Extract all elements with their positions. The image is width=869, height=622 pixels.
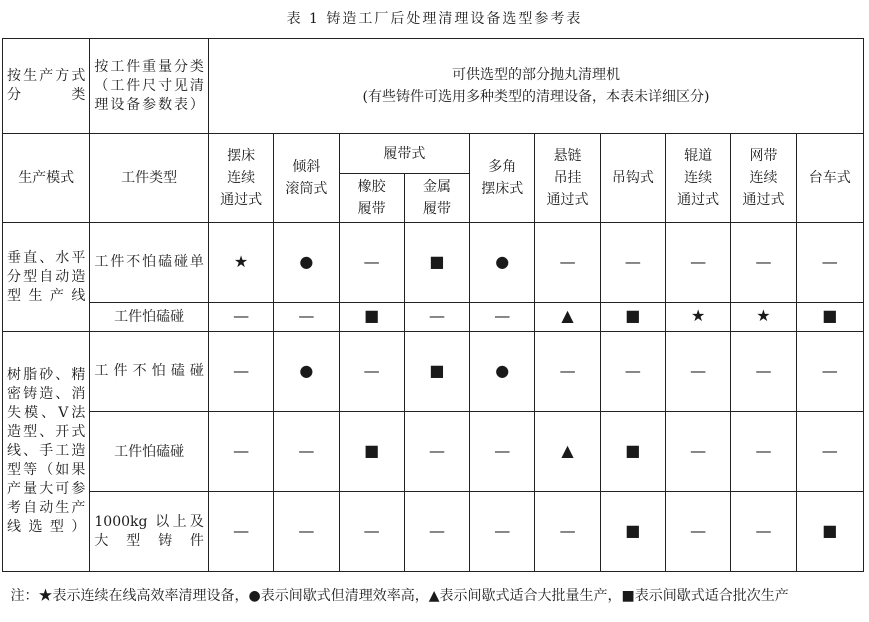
symbol: — bbox=[363, 360, 380, 380]
symbol: — bbox=[298, 306, 315, 325]
symbol-cell bbox=[404, 332, 469, 412]
symbol-cell bbox=[339, 303, 404, 332]
symbol: ■ bbox=[429, 360, 445, 380]
symbol: — bbox=[298, 440, 315, 460]
symbol-cell bbox=[666, 492, 731, 572]
symbol: — bbox=[559, 251, 576, 271]
symbol-cell bbox=[470, 492, 535, 572]
symbol: ● bbox=[495, 360, 510, 380]
symbol-cell bbox=[666, 332, 731, 412]
symbol: ▲ bbox=[561, 306, 574, 325]
symbol: ■ bbox=[625, 306, 641, 325]
symbol-cell bbox=[208, 332, 273, 412]
symbol-cell bbox=[796, 332, 863, 412]
symbol-cell bbox=[274, 332, 339, 412]
symbol: — bbox=[233, 440, 250, 460]
table-row bbox=[3, 332, 864, 412]
machines-title: 可供选型的部分抛丸清理机 bbox=[451, 67, 620, 83]
symbol-cell bbox=[339, 492, 404, 572]
col-header-swing-table: 摆床 连续 通过式 bbox=[208, 134, 273, 223]
symbol-cell bbox=[535, 332, 600, 412]
symbol: — bbox=[428, 440, 445, 460]
symbol-cell bbox=[470, 303, 535, 332]
symbol: — bbox=[363, 251, 380, 271]
symbol: ■ bbox=[822, 306, 838, 325]
table-note: 注：★表示连续在线高效率清理设备，●表示间歇式但清理效率高，▲表示间歇式适合大批量生产，■表示间歇式适合批次生产 bbox=[3, 572, 864, 622]
header-machines bbox=[208, 39, 863, 134]
symbol: — bbox=[363, 520, 380, 540]
machines-subtitle: (有些铸件可选用多种类型的清理设备，本表未详细区分) bbox=[362, 89, 710, 105]
symbol-cell bbox=[731, 332, 796, 412]
production-mode-cell: 垂直、水平分型自动造型生产线 bbox=[3, 223, 90, 332]
col-header-trolley: 台车式 bbox=[796, 134, 863, 223]
header-weight-classification: 按工件重量分类（工件尺寸见清理设备参数表） bbox=[90, 39, 209, 134]
symbol-cell bbox=[274, 412, 339, 492]
symbol: — bbox=[755, 251, 772, 271]
symbol-cell bbox=[600, 332, 665, 412]
symbol-cell bbox=[796, 303, 863, 332]
table-row bbox=[3, 303, 864, 332]
symbol: — bbox=[494, 520, 511, 540]
header-row-1 bbox=[3, 39, 864, 134]
symbol: ● bbox=[299, 251, 314, 271]
symbol: ■ bbox=[625, 440, 641, 460]
symbol-cell bbox=[600, 492, 665, 572]
symbol-cell bbox=[731, 223, 796, 303]
workpiece-type-cell: 工件不怕磕碰 bbox=[90, 332, 209, 412]
symbol: — bbox=[233, 306, 250, 325]
symbol-cell bbox=[731, 412, 796, 492]
symbol-cell bbox=[600, 223, 665, 303]
symbol: — bbox=[559, 360, 576, 380]
note-row bbox=[3, 572, 864, 622]
symbol-cell bbox=[535, 492, 600, 572]
header-production-classification: 按生产方式分类 bbox=[3, 39, 90, 134]
symbol: ★ bbox=[690, 306, 706, 325]
header-row-2 bbox=[3, 134, 864, 174]
symbol: — bbox=[494, 306, 511, 325]
symbol-cell bbox=[731, 492, 796, 572]
table-row bbox=[3, 223, 864, 303]
symbol: — bbox=[690, 360, 707, 380]
symbol: — bbox=[690, 440, 707, 460]
symbol-cell bbox=[208, 303, 273, 332]
symbol-cell bbox=[274, 492, 339, 572]
col-header-hanger-chain: 悬链 吊挂 通过式 bbox=[535, 134, 600, 223]
symbol: — bbox=[821, 251, 838, 271]
workpiece-type-cell: 工件不怕磕碰单 bbox=[90, 223, 209, 303]
symbol-cell bbox=[731, 303, 796, 332]
symbol-cell bbox=[274, 223, 339, 303]
col-header-tilting-drum: 倾斜 滚筒式 bbox=[274, 134, 339, 223]
symbol: — bbox=[624, 360, 641, 380]
symbol-cell bbox=[535, 223, 600, 303]
symbol: ■ bbox=[364, 306, 380, 325]
symbol: — bbox=[690, 251, 707, 271]
symbol-cell bbox=[600, 303, 665, 332]
table-caption: 表 1 铸造工厂后处理清理设备选型参考表 bbox=[286, 11, 583, 27]
symbol-cell bbox=[796, 223, 863, 303]
symbol-cell bbox=[535, 412, 600, 492]
col-header-rubber-crawler: 橡胶 履带 bbox=[339, 174, 404, 223]
symbol: — bbox=[755, 440, 772, 460]
col-header-mesh-belt: 网带 连续 通过式 bbox=[731, 134, 796, 223]
header-workpiece-type: 工件类型 bbox=[90, 134, 209, 223]
symbol: — bbox=[233, 360, 250, 380]
symbol-cell bbox=[535, 303, 600, 332]
workpiece-type-cell: 工件怕磕碰 bbox=[90, 412, 209, 492]
symbol: — bbox=[428, 520, 445, 540]
symbol: ■ bbox=[364, 440, 380, 460]
symbol: — bbox=[233, 520, 250, 540]
symbol-cell bbox=[404, 303, 469, 332]
symbol-cell bbox=[274, 303, 339, 332]
workpiece-type-cell: 工件怕磕碰 bbox=[90, 303, 209, 332]
symbol-cell bbox=[600, 412, 665, 492]
symbol: ● bbox=[299, 360, 314, 380]
symbol-cell bbox=[339, 223, 404, 303]
symbol-cell bbox=[666, 223, 731, 303]
symbol-cell bbox=[470, 412, 535, 492]
symbol-cell bbox=[208, 412, 273, 492]
symbol: ■ bbox=[822, 520, 838, 540]
symbol: ★ bbox=[756, 306, 771, 325]
workpiece-type-cell: 1000kg 以上及大型铸件 bbox=[90, 492, 209, 572]
symbol: — bbox=[690, 520, 707, 540]
symbol-cell bbox=[339, 332, 404, 412]
header-production-mode: 生产模式 bbox=[3, 134, 90, 223]
symbol: ● bbox=[495, 251, 510, 271]
symbol: — bbox=[428, 306, 445, 325]
symbol-cell bbox=[404, 223, 469, 303]
symbol-cell bbox=[796, 492, 863, 572]
table-row bbox=[3, 492, 864, 572]
symbol-cell bbox=[470, 332, 535, 412]
symbol-cell bbox=[404, 412, 469, 492]
symbol: — bbox=[298, 520, 315, 540]
col-header-hook: 吊钩式 bbox=[600, 134, 665, 223]
symbol: ■ bbox=[625, 520, 641, 540]
symbol-cell bbox=[666, 303, 731, 332]
symbol: — bbox=[624, 251, 641, 271]
symbol-cell bbox=[666, 412, 731, 492]
symbol-cell bbox=[796, 412, 863, 492]
symbol: — bbox=[755, 360, 772, 380]
symbol: — bbox=[821, 440, 838, 460]
symbol: — bbox=[494, 440, 511, 460]
symbol: ▲ bbox=[561, 440, 574, 460]
production-mode-cell: 树脂砂、精密铸造、消失模、V法造型、开式线、手工造型等（如果产量大可参考自动生产线选型） bbox=[3, 332, 90, 572]
symbol-cell bbox=[470, 223, 535, 303]
col-header-roller: 辊道 连续 通过式 bbox=[666, 134, 731, 223]
symbol-cell bbox=[404, 492, 469, 572]
col-header-crawler-group: 履带式 bbox=[339, 134, 470, 174]
symbol-cell bbox=[208, 223, 273, 303]
col-header-metal-crawler: 金属 履带 bbox=[404, 174, 469, 223]
symbol: — bbox=[755, 520, 772, 540]
symbol-cell bbox=[339, 412, 404, 492]
symbol: — bbox=[821, 360, 838, 380]
equipment-selection-table bbox=[2, 38, 864, 622]
symbol-cell bbox=[208, 492, 273, 572]
col-header-multi-angle: 多角 摆床式 bbox=[470, 134, 535, 223]
table-row bbox=[3, 412, 864, 492]
symbol: — bbox=[559, 520, 576, 540]
symbol: ★ bbox=[233, 251, 249, 271]
symbol: ■ bbox=[429, 251, 445, 271]
